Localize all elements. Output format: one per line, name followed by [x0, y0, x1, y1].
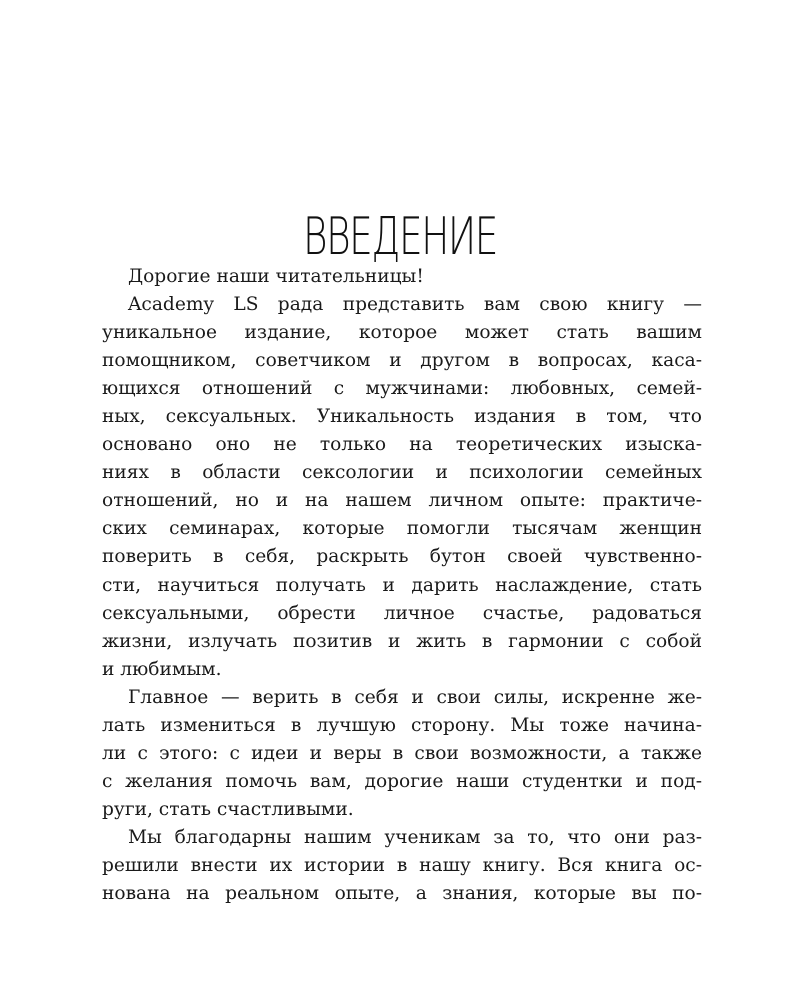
- text-line: помощником, советчиком и другом в вопросах, каса-: [102, 350, 702, 372]
- text-line: ющихся отношений с мужчинами: любовных, семей-: [102, 378, 702, 400]
- text-line: сти, научиться получать и дарить наслаждение, стать: [102, 574, 702, 596]
- text-line: нована на реальном опыте, а знания, которые вы по-: [102, 883, 702, 905]
- text-line: сексуальными, обрести личное счастье, радоваться: [102, 602, 702, 624]
- text-line: лать измениться в лучшую сторону. Мы тоже начина-: [102, 714, 702, 736]
- text-line: ских семинарах, которые помогли тысячам женщин: [102, 518, 702, 540]
- text-line: и любимым.: [102, 658, 222, 680]
- text-line: поверить в себя, раскрыть бутон своей чувственно-: [102, 546, 702, 568]
- text-line: Дорогие наши читательницы!: [128, 266, 424, 287]
- text-line: руги, стать счастливыми.: [102, 798, 354, 820]
- text-line: решили внести их истории в нашу книгу. Вся книга ос-: [102, 854, 702, 876]
- text-line: отношений, но и на нашем личном опыте: практиче-: [102, 490, 702, 512]
- text-line: Мы благодарны нашим ученикам за то, что они раз-: [128, 826, 702, 848]
- body-text: [102, 263, 702, 908]
- text-line: основано оно не только на теоретических изыска-: [102, 434, 702, 456]
- text-line: Главное — верить в себя и свои силы, искренне же-: [128, 686, 702, 708]
- text-line: жизни, излучать позитив и жить в гармонии с собой: [102, 630, 702, 652]
- text-line: с желания помочь вам, дорогие наши студентки и под-: [102, 770, 702, 792]
- text-line: уникальное издание, которое может стать вашим: [102, 322, 702, 344]
- text-line: ниях в области сексологии и психологии семейных: [102, 462, 702, 484]
- chapter-title: ВВЕДЕНИЕ: [303, 207, 497, 267]
- text-line: ли с этого: с идеи и веры в свои возможности, а также: [102, 742, 702, 764]
- text-line: ных, сексуальных. Уникальность издания в том, что: [102, 406, 702, 428]
- text-line: Academy LS рада представить вам свою книгу —: [128, 294, 702, 316]
